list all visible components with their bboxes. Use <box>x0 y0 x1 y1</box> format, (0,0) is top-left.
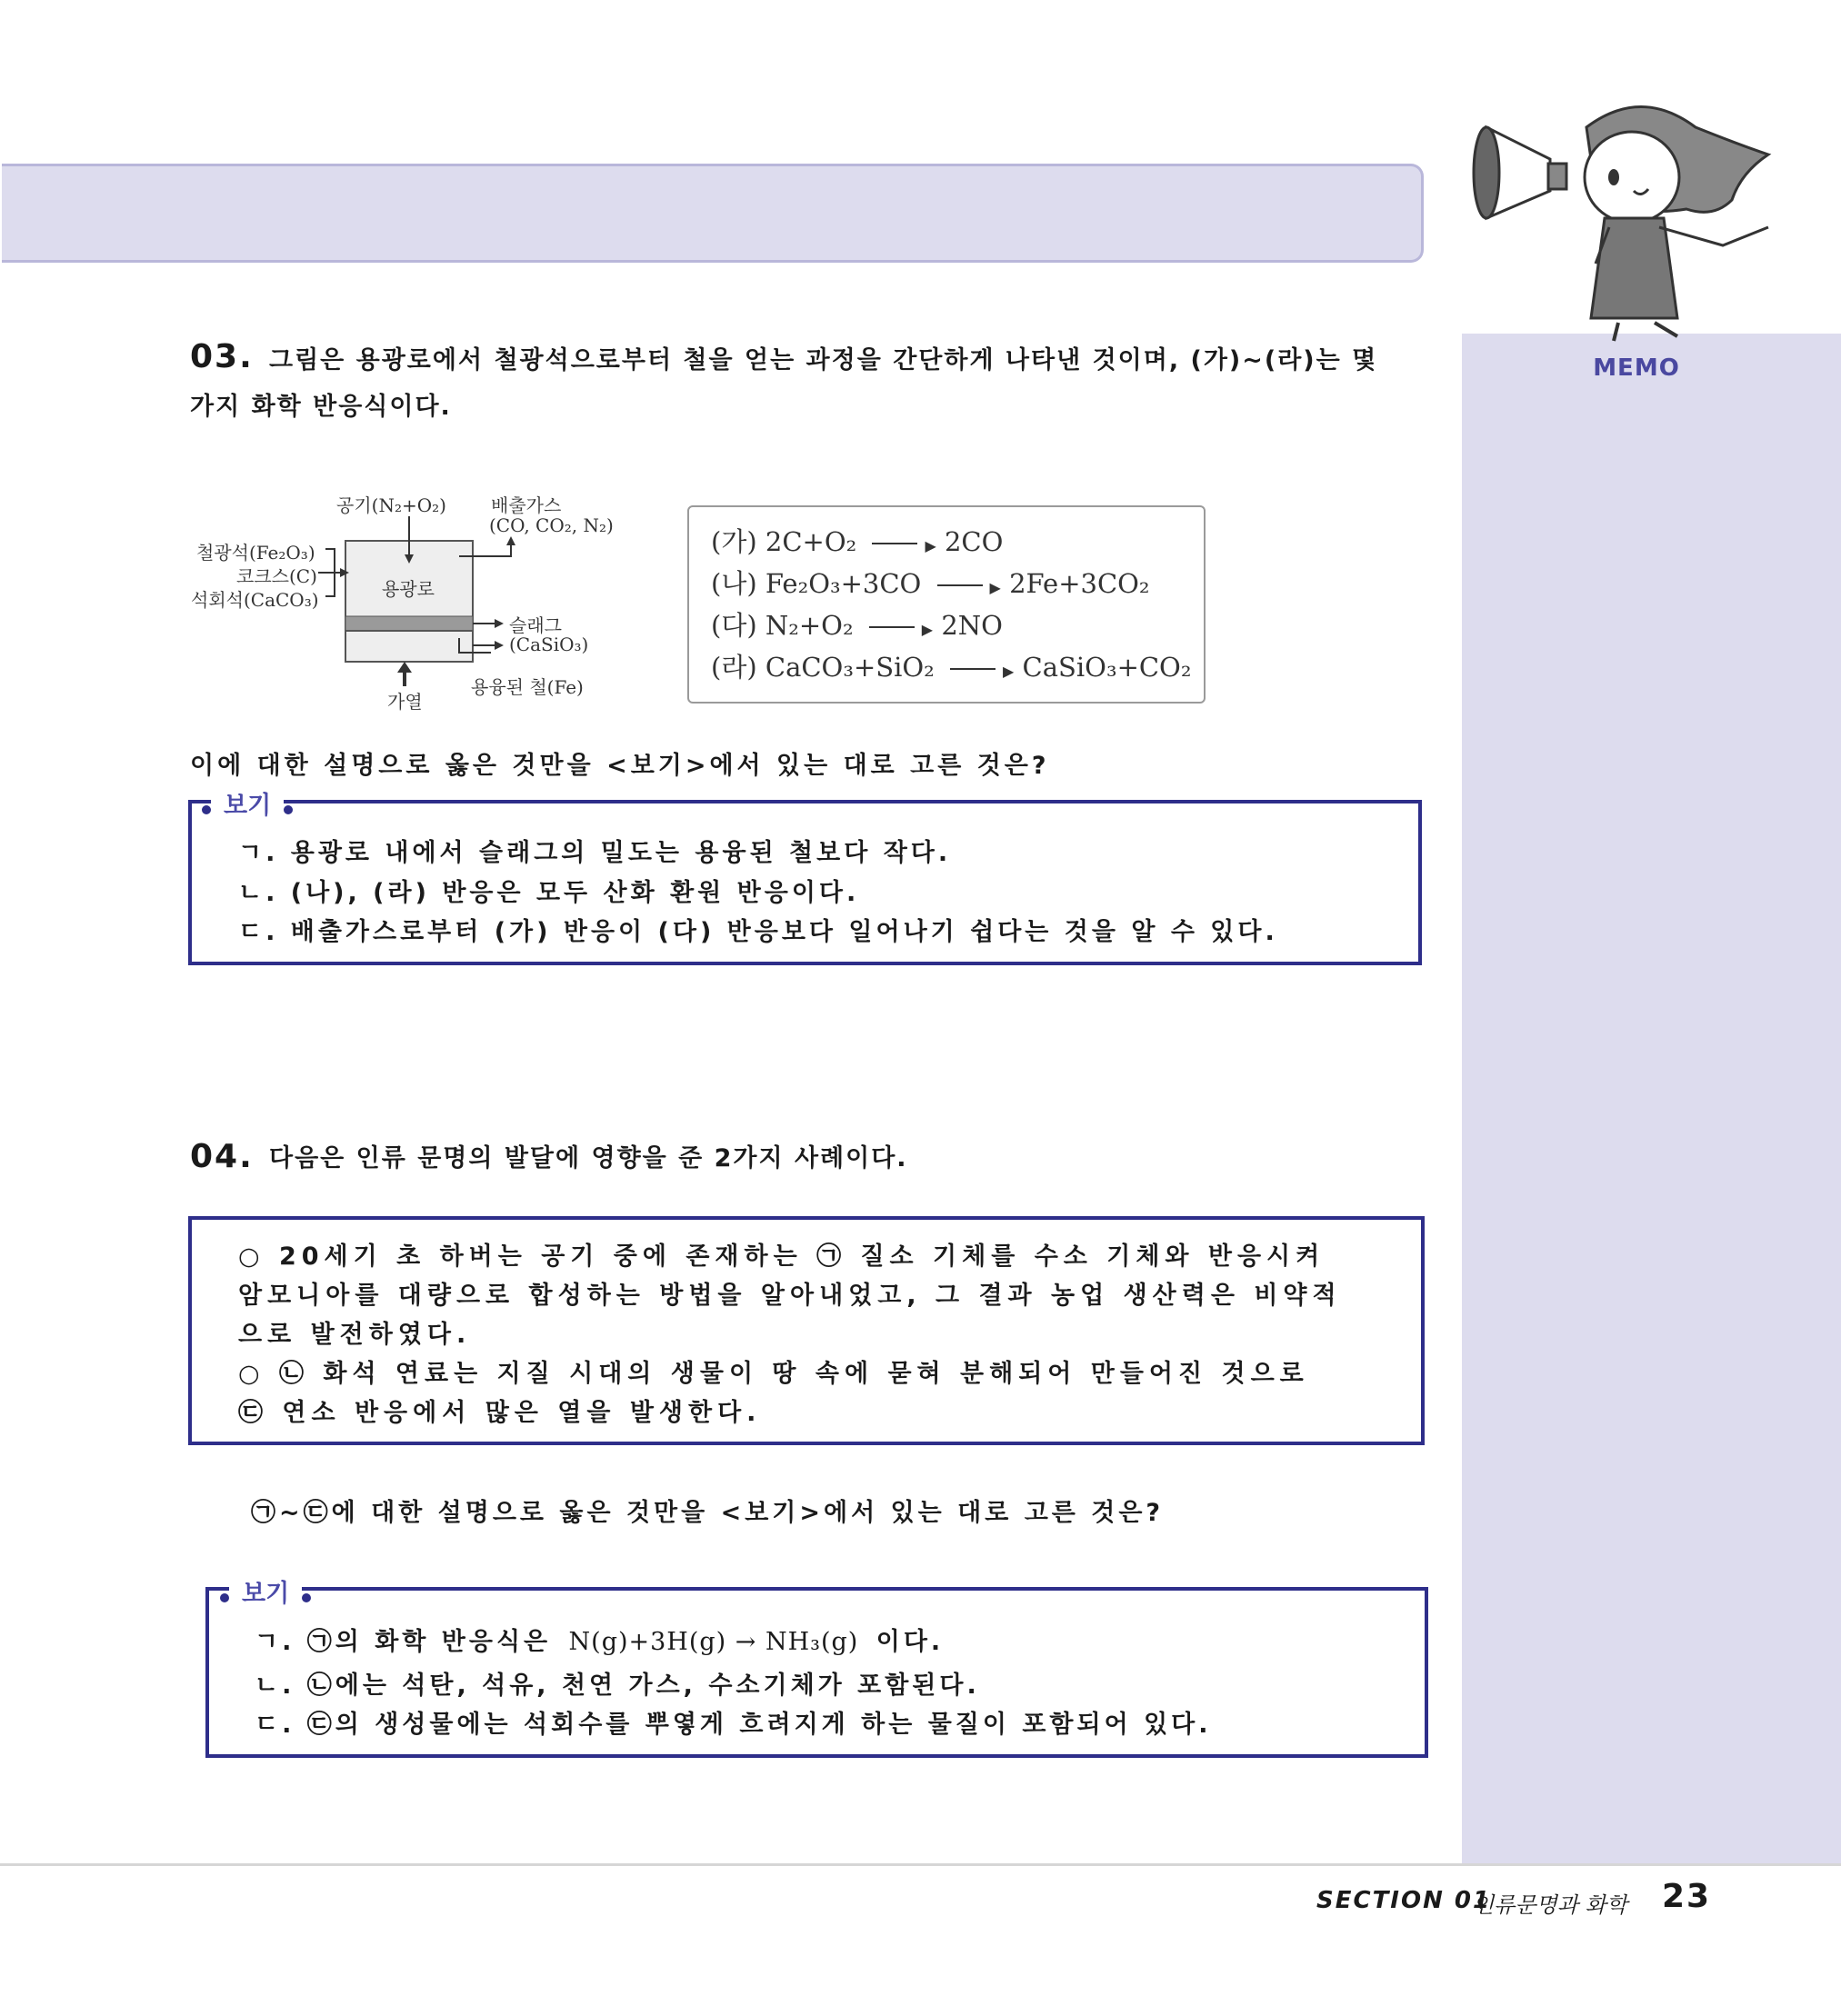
blast-furnace-diagram <box>182 491 655 718</box>
q3-bogi-item-3: ㄷ. 배출가스로부터 (가) 반응이 (다) 반응보다 일어나기 쉽다는 것을 알 수 있다. <box>238 918 1278 946</box>
bullet-dot-icon <box>220 1593 229 1602</box>
q3-bogi-item-2: ㄴ. (나), (라) 반응은 모두 산화 환원 반응이다. <box>238 879 860 907</box>
footer-title: 인류문명과 화학 <box>1473 1892 1627 1918</box>
bullet-dot-icon <box>202 805 211 814</box>
equation-ra: (라) CaCO₃+SiO₂ ▶ CaSiO₃+CO₂ <box>711 652 1192 683</box>
air-label: 공기(N₂+O₂) <box>336 494 446 516</box>
page-number: 23 <box>1662 1878 1712 1915</box>
exhaust-gases-label: (CO, CO₂, N₂) <box>489 514 614 536</box>
footer-section: SECTION 01 <box>1316 1887 1492 1914</box>
q4-passage-line-5: ㉢ 연소 반응에서 많은 열을 발생한다. <box>238 1399 762 1427</box>
exhaust-label: 배출가스 <box>491 494 562 516</box>
heating-label: 가열 <box>387 691 423 713</box>
header-band <box>2 164 1424 263</box>
iron-ore-label: 철광석(Fe₂O₃) <box>196 542 315 564</box>
equations-box <box>687 505 1206 704</box>
q4-bogi-item-2: ㄴ. ㉡에는 석탄, 석유, 천연 가스, 수소기체가 포함된다. <box>255 1672 980 1700</box>
q3-bogi-item-1: ㄱ. 용광로 내에서 슬래그의 밀도는 용융된 철보다 작다. <box>238 839 952 867</box>
q4-bogi-tag <box>220 1573 311 1609</box>
limestone-label: 석회석(CaCO₃) <box>191 589 319 611</box>
q4-bogi-item-1: ㄱ. ㉠의 화학 반응식은 N(g)+3H(g) → NH₃(g) 이다. <box>255 1628 945 1656</box>
slag-formula-label: (CaSiO₃) <box>509 634 589 655</box>
q4-passage-line-1: ○ 20세기 초 하버는 공기 중에 존재하는 ㉠ 질소 기체를 수소 기체와 반응시켜 <box>238 1243 1326 1271</box>
q4-text: 다음은 인류 문명의 발달에 영향을 준 2가지 사례이다. <box>269 1144 908 1173</box>
q4-passage-line-3: 으로 발전하였다. <box>238 1321 472 1349</box>
q3-text-line1: 그림은 용광로에서 철광석으로부터 철을 얻는 과정을 간단하게 나타낸 것이며, (가)~(라)는 몇 <box>269 346 1378 374</box>
mascot-megaphone-girl-icon <box>1468 91 1777 345</box>
slag-label: 슬래그 <box>509 614 562 636</box>
equation-na: (나) Fe₂O₃+3CO ▶ 2Fe+3CO₂ <box>711 568 1150 599</box>
memo-column <box>1462 334 1841 1865</box>
bullet-dot-icon <box>302 1593 311 1602</box>
bullet-dot-icon <box>284 805 293 814</box>
memo-label: MEMO <box>1593 354 1680 382</box>
q4-passage-line-4: ○ ㉡ 화석 연료는 지질 시대의 생물이 땅 속에 묻혀 분해되어 만들어진 것으로 <box>238 1360 1309 1388</box>
q4-number: 04. <box>190 1138 254 1175</box>
q3-number: 03. <box>190 338 254 375</box>
q4-bogi-label: 보기 <box>229 1580 302 1608</box>
furnace-label: 용광로 <box>382 578 435 600</box>
molten-iron-label: 용융된 철(Fe) <box>471 676 584 698</box>
q4-bogi-item-3: ㄷ. ㉢의 생성물에는 석회수를 뿌옇게 흐려지게 하는 물질이 포함되어 있다. <box>255 1711 1212 1739</box>
equation-ga: (가) 2C+O₂ ▶ 2CO <box>711 526 1004 557</box>
q4-passage-line-2: 암모니아를 대량으로 합성하는 방법을 알아내었고, 그 결과 농업 생산력은 비약적 <box>238 1282 1342 1310</box>
q3-prompt: 이에 대한 설명으로 옳은 것만을 <보기>에서 있는 대로 고른 것은? <box>190 752 1050 780</box>
footer-divider <box>0 1863 1841 1866</box>
q3-bogi-label: 보기 <box>211 792 284 820</box>
coke-label: 코크스(C) <box>236 565 317 587</box>
q3-bogi-tag <box>202 785 293 821</box>
q3-text-line2: 가지 화학 반응식이다. <box>190 393 452 421</box>
q4-prompt: ㉠~㉢에 대한 설명으로 옳은 것만을 <보기>에서 있는 대로 고른 것은? <box>251 1499 1165 1527</box>
equation-da: (다) N₂+O₂ ▶ 2NO <box>711 610 1003 641</box>
